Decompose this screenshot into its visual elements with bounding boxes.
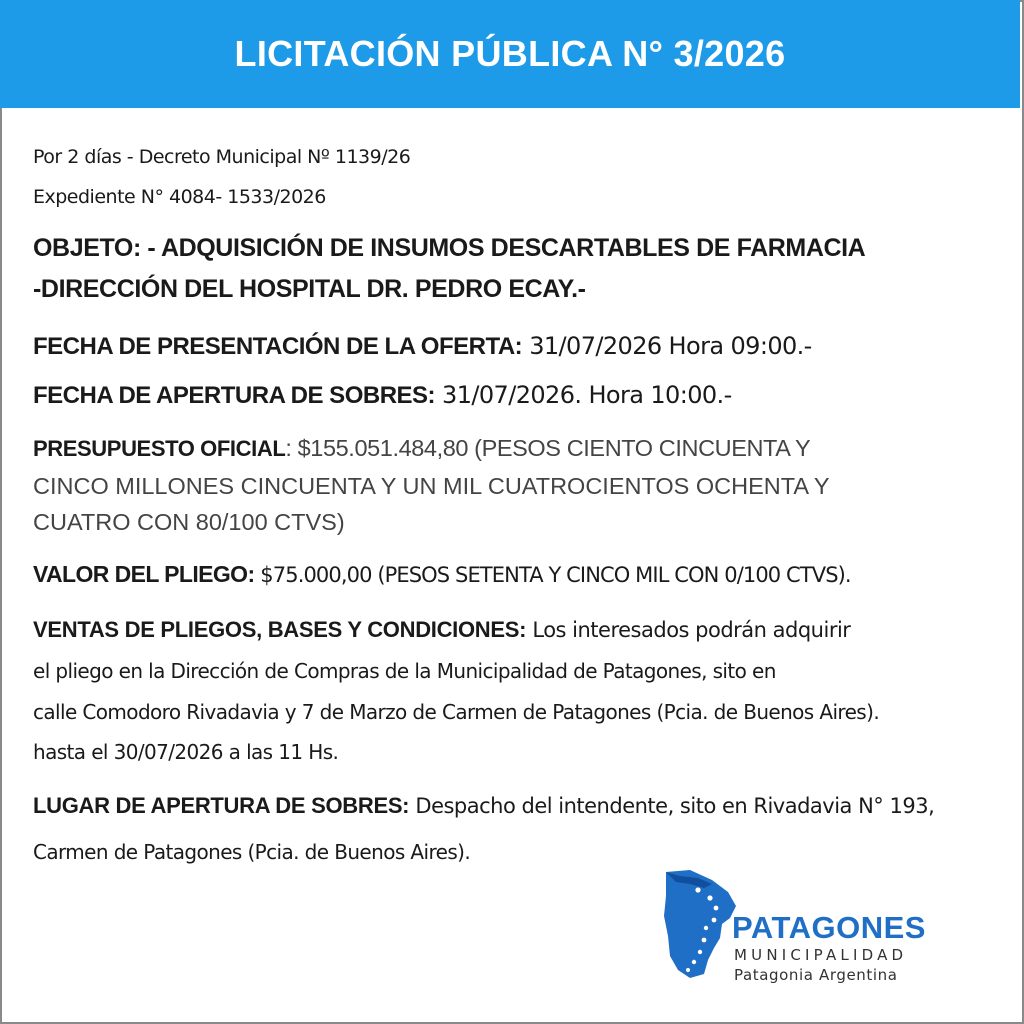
object-line-1: OBJETO: - ADQUISICIÓN DE INSUMOS DESCARTABLES DE FARMACIA bbox=[33, 234, 866, 262]
budget-line-3: CUATRO CON 80/100 CTVS) bbox=[33, 509, 345, 535]
budget-line-2: CINCO MILLONES CINCUENTA Y UN MIL CUATROCIENTOS OCHENTA Y bbox=[33, 473, 830, 499]
offer-date-line bbox=[33, 332, 812, 361]
offer-date-value: 31/07/2026 Hora 09:00.- bbox=[522, 332, 812, 360]
budget-line-1 bbox=[33, 435, 810, 462]
budget-label: PRESUPUESTO OFICIAL bbox=[33, 436, 286, 461]
price-label: VALOR DEL PLIEGO: bbox=[33, 561, 255, 587]
sales-line-4: hasta el 30/07/2026 a las 11 Hs. bbox=[33, 740, 339, 764]
opening-date-line bbox=[33, 381, 732, 410]
logo-wordmark: PATAGONES bbox=[732, 910, 926, 945]
sales-label: VENTAS DE PLIEGOS, BASES Y CONDICIONES: bbox=[33, 617, 527, 642]
sales-line-2: el pliego en la Dirección de Compras de la Municipalidad de Patagones, sito en bbox=[33, 659, 776, 683]
sales-line-1 bbox=[33, 617, 850, 643]
decree-line: Por 2 días - Decreto Municipal Nº 1139/26 bbox=[33, 146, 411, 168]
budget-value: : $155.051.484,80 (PESOS CIENTO CINCUENTA Y bbox=[285, 435, 811, 461]
logo-subtitle: MUNICIPALIDAD bbox=[734, 946, 908, 964]
opening-date-label: FECHA DE APERTURA DE SOBRES: bbox=[33, 382, 436, 409]
place-value: Despacho del intendente, sito en Rivadavia N° 193, bbox=[409, 794, 935, 818]
object-line-2: -DIRECCIÓN DEL HOSPITAL DR. PEDRO ECAY.- bbox=[33, 275, 586, 303]
sales-line-3: calle Comodoro Rivadavia y 7 de Marzo de Carmen de Patagones (Pcia. de Buenos Aires). bbox=[33, 700, 880, 724]
header-banner bbox=[0, 0, 1020, 108]
logo-tagline: Patagonia Argentina bbox=[734, 966, 898, 984]
offer-date-label: FECHA DE PRESENTACIÓN DE LA OFERTA: bbox=[33, 333, 523, 360]
price-value: $75.000,00 (PESOS SETENTA Y CINCO MIL CON 0/100 CTVS). bbox=[254, 563, 851, 587]
notice-title: LICITACIÓN PÚBLICA N° 3/2026 bbox=[234, 33, 786, 74]
sales-value: Los interesados podrán adquirir bbox=[526, 618, 851, 642]
place-label: LUGAR DE APERTURA DE SOBRES: bbox=[33, 793, 410, 818]
price-line bbox=[33, 561, 851, 588]
opening-date-value: 31/07/2026. Hora 10:00.- bbox=[435, 381, 732, 409]
file-number-line: Expediente N° 4084- 1533/2026 bbox=[33, 186, 326, 208]
place-line-1 bbox=[33, 793, 934, 819]
place-line-2: Carmen de Patagones (Pcia. de Buenos Aires). bbox=[33, 840, 471, 864]
